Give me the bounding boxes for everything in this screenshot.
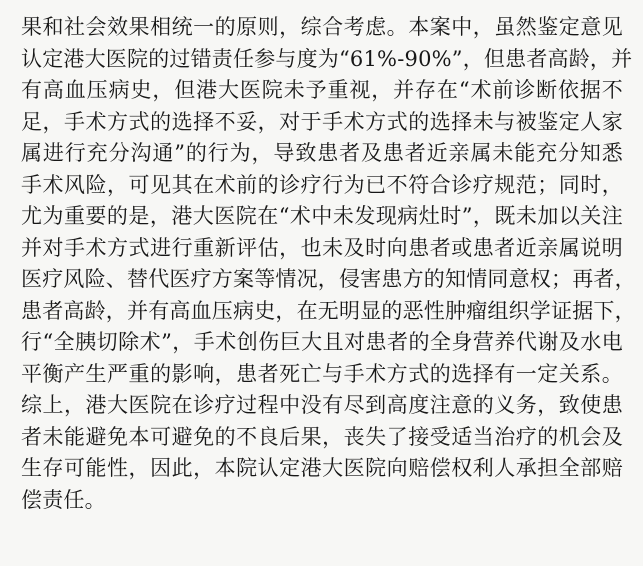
- judgment-paragraph: [21, 12, 636, 516]
- text-line: 者未能避免本可避免的不良后果，丧失了接受适当治疗的机会及: [21, 424, 623, 449]
- text-line: 医疗风险、替代医疗方案等情况，侵害患方的知情同意权；再者，: [21, 267, 636, 291]
- text-line: 综上，港大医院在诊疗过程中没有尽到高度注意的义务，致使患: [21, 393, 623, 417]
- text-line: 属进行充分沟通”的行为，导致患者及患者近亲属未能充分知悉: [21, 141, 623, 165]
- text-line: 平衡产生严重的影响，患者死亡与手术方式的选择有一定关系。: [21, 361, 623, 386]
- text-line: 果和社会效果相统一的原则，综合考虑。本案中，虽然鉴定意见: [21, 15, 623, 39]
- text-line: 手术风险，可见其在术前的诊疗行为已不符合诊疗规范；同时，: [21, 172, 623, 197]
- text-line-last: 偿责任。: [21, 487, 106, 512]
- text-line: 生存可能性，因此，本院认定港大医院向赔偿权利人承担全部赔: [21, 456, 623, 480]
- text-line: 足，手术方式的选择不妥，对于手术方式的选择未与被鉴定人家: [21, 109, 623, 134]
- text-line: 认定港大医院的过错责任参与度为“61%-90%”，但患者高龄，并: [21, 46, 633, 71]
- text-line: 并对手术方式进行重新评估，也未及时向患者或患者近亲属说明: [21, 235, 623, 260]
- text-line: 患者高龄，并有高血压病史，在无明显的恶性肿瘤组织学证据下，: [21, 298, 636, 323]
- text-line: 行“全胰切除术”，手术创伤巨大且对患者的全身营养代谢及水电: [21, 330, 623, 354]
- text-line: 有高血压病史，但港大医院未予重视，并存在“术前诊断依据不: [21, 78, 623, 102]
- text-line: 尤为重要的是，港大医院在“术中未发现病灶时”，既未加以关注: [21, 204, 623, 228]
